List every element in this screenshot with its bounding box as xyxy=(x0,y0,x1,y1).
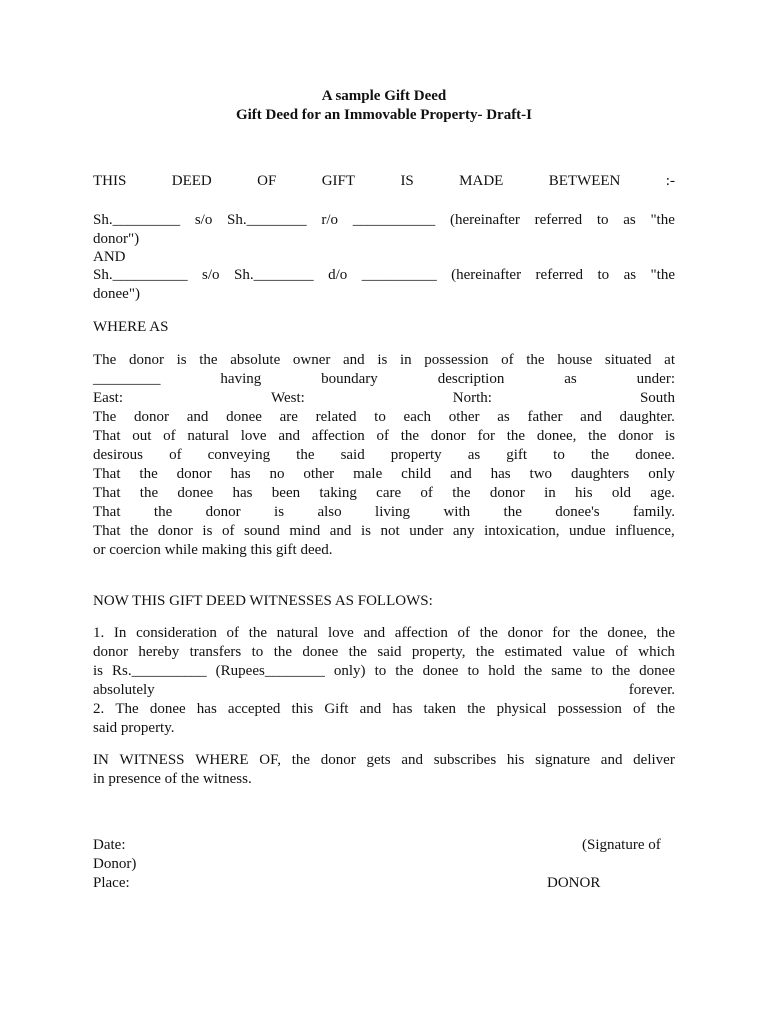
signature-donor-end: Donor) xyxy=(93,856,137,872)
place-label: Place: xyxy=(93,875,130,891)
word: MADE xyxy=(459,173,504,189)
word: The xyxy=(93,352,117,368)
word: the xyxy=(656,625,675,641)
word: That xyxy=(93,523,121,539)
word: the xyxy=(199,352,218,368)
word: at xyxy=(664,352,675,368)
word: hereby xyxy=(138,644,180,660)
word: his xyxy=(575,485,593,501)
word: living xyxy=(375,504,411,520)
word: love xyxy=(240,428,267,444)
word: is xyxy=(360,523,371,539)
paragraph-line xyxy=(93,643,675,662)
word: and xyxy=(278,428,300,444)
word: other xyxy=(303,466,335,482)
word: donor xyxy=(176,466,212,482)
word: been xyxy=(271,485,301,501)
word: __________ xyxy=(361,267,437,283)
witness-heading: NOW THIS GIFT DEED WITNESSES AS FOLLOWS: xyxy=(93,593,433,609)
paragraph-line xyxy=(93,503,675,522)
donee-line xyxy=(93,266,675,285)
word: the xyxy=(526,352,545,368)
paragraph-line xyxy=(93,484,675,503)
word: to xyxy=(251,644,264,660)
word: to xyxy=(591,663,603,679)
word: West: xyxy=(271,390,305,406)
word: In xyxy=(113,625,127,641)
word: intoxication, xyxy=(484,523,560,539)
word: and xyxy=(329,523,352,539)
word: property, xyxy=(411,644,466,660)
word: daughters xyxy=(570,466,630,482)
word: gift xyxy=(506,447,528,463)
word: and xyxy=(401,752,423,768)
word: :- xyxy=(665,173,675,189)
word: also xyxy=(317,504,342,520)
word: East: xyxy=(93,390,123,406)
word: has xyxy=(196,701,217,717)
word: donee xyxy=(302,644,339,660)
word: the xyxy=(523,663,543,679)
word: BETWEEN xyxy=(548,173,621,189)
paragraph-line xyxy=(93,427,675,446)
word: value xyxy=(572,644,605,660)
document-subtitle: Gift Deed for an Immovable Property- Draft-I xyxy=(235,107,533,123)
word: natural xyxy=(187,428,230,444)
word: the xyxy=(248,625,268,641)
word: family. xyxy=(633,504,675,520)
word: the xyxy=(291,752,311,768)
word: donee's xyxy=(555,504,600,520)
recitals-end: or coercion while making this gift deed. xyxy=(93,542,333,558)
word: are xyxy=(279,409,298,425)
word: has xyxy=(232,485,253,501)
paragraph-line xyxy=(93,351,675,370)
word: for xyxy=(552,625,570,641)
word: age. xyxy=(650,485,675,501)
word: consideration xyxy=(136,625,217,641)
word: THIS xyxy=(93,173,127,189)
word: and xyxy=(450,466,472,482)
word: gets xyxy=(366,752,391,768)
clause-2-end: said property. xyxy=(93,720,175,736)
word: is xyxy=(664,428,675,444)
intro-line xyxy=(93,172,675,191)
word: is xyxy=(93,663,104,679)
word: description xyxy=(437,371,505,387)
word: possession xyxy=(424,352,489,368)
date-label: Date: xyxy=(93,837,126,853)
paragraph-line xyxy=(93,624,675,643)
word: GIFT xyxy=(321,173,356,189)
word: OF xyxy=(257,173,277,189)
word: donee, xyxy=(536,428,577,444)
word: in xyxy=(544,485,556,501)
word: donee xyxy=(226,409,262,425)
word: donee xyxy=(639,663,675,679)
word: affection xyxy=(311,428,365,444)
word: said xyxy=(377,644,402,660)
word: his xyxy=(506,752,525,768)
word: donee xyxy=(149,701,186,717)
word: other xyxy=(448,409,480,425)
word: South xyxy=(639,390,675,406)
word: the xyxy=(139,485,159,501)
word: donor xyxy=(489,485,525,501)
word: and xyxy=(359,701,382,717)
word: male xyxy=(353,466,383,482)
word: _________ xyxy=(93,371,161,387)
word: father xyxy=(527,409,563,425)
word: the xyxy=(273,644,293,660)
word: in xyxy=(399,352,412,368)
word: d/o xyxy=(328,267,348,283)
word: having xyxy=(220,371,262,387)
word: donor xyxy=(430,428,466,444)
word: the xyxy=(590,447,610,463)
word: the xyxy=(506,428,526,444)
word: donee xyxy=(422,663,459,679)
word: donor xyxy=(320,752,356,768)
word: s/o xyxy=(194,212,213,228)
word: to xyxy=(374,663,387,679)
word: donor xyxy=(128,352,164,368)
word: natural xyxy=(276,625,319,641)
word: of xyxy=(226,625,240,641)
word: for xyxy=(477,428,496,444)
paragraph-line xyxy=(93,446,675,465)
word: forever. xyxy=(628,682,675,698)
paragraph-line xyxy=(93,370,675,389)
word: related xyxy=(315,409,357,425)
word: That xyxy=(93,466,121,482)
word: same xyxy=(551,663,583,679)
word: the xyxy=(479,625,498,641)
word: not xyxy=(380,523,400,539)
word: the xyxy=(656,701,675,717)
paragraph-line xyxy=(93,465,675,484)
word: donor xyxy=(134,409,170,425)
word: as xyxy=(497,409,510,425)
word: transfers xyxy=(189,644,242,660)
word: said xyxy=(340,447,365,463)
word: hold xyxy=(488,663,515,679)
word: Gift xyxy=(324,701,349,717)
word: daughter. xyxy=(619,409,675,425)
word: taken xyxy=(423,701,457,717)
donee-line-end: donee") xyxy=(93,286,140,302)
word: to xyxy=(597,267,610,283)
word: is xyxy=(176,352,187,368)
word: house xyxy=(557,352,593,368)
word: taking xyxy=(319,485,357,501)
word: to xyxy=(553,447,565,463)
paragraph-line xyxy=(93,408,675,427)
word: has xyxy=(490,466,511,482)
word: estimated xyxy=(504,644,563,660)
word: of xyxy=(163,428,176,444)
word: 2. xyxy=(93,701,105,717)
word: the xyxy=(395,663,414,679)
word: referred xyxy=(535,267,584,283)
word: and xyxy=(186,409,209,425)
word: of xyxy=(457,625,470,641)
word: accepted xyxy=(227,701,281,717)
word: owner xyxy=(292,352,331,368)
word: (hereinafter xyxy=(451,267,522,283)
word: (hereinafter xyxy=(449,212,520,228)
word: of xyxy=(169,447,182,463)
word: of xyxy=(376,428,389,444)
word: WITNESS xyxy=(119,752,185,768)
paragraph-line xyxy=(93,662,675,681)
word: of xyxy=(633,701,646,717)
and-word: AND xyxy=(93,249,126,265)
word: subscribes xyxy=(433,752,497,768)
word: and xyxy=(363,625,386,641)
word: mind xyxy=(289,523,321,539)
word: to xyxy=(596,212,609,228)
word: undue xyxy=(569,523,606,539)
word: Sh.__________ xyxy=(93,267,188,283)
word: deliver xyxy=(633,752,675,768)
word: is xyxy=(202,523,213,539)
word: the xyxy=(139,466,158,482)
paragraph-line xyxy=(93,700,675,719)
word: child xyxy=(401,466,432,482)
word: "the xyxy=(650,267,675,283)
word: with xyxy=(443,504,471,520)
word: to xyxy=(467,663,480,679)
word: is xyxy=(274,504,285,520)
word: as xyxy=(623,212,636,228)
word: this xyxy=(291,701,314,717)
word: IS xyxy=(400,173,414,189)
word: r/o xyxy=(321,212,339,228)
word: the xyxy=(475,644,495,660)
word: under xyxy=(409,523,444,539)
word: absolute xyxy=(230,352,281,368)
word: care xyxy=(376,485,402,501)
donor-line-end: donor") xyxy=(93,231,140,247)
word: WHERE xyxy=(195,752,249,768)
paragraph-line xyxy=(93,751,675,770)
word: Sh.________ xyxy=(234,267,314,283)
word: donor xyxy=(93,644,128,660)
word: "the xyxy=(650,212,675,228)
word: any xyxy=(452,523,475,539)
word: absolutely xyxy=(93,682,155,698)
paragraph-line xyxy=(93,522,675,541)
paragraph-line xyxy=(93,389,675,408)
word: and xyxy=(600,752,623,768)
word: donee, xyxy=(607,625,647,641)
word: the xyxy=(348,644,367,660)
word: IN xyxy=(93,752,109,768)
word: as xyxy=(623,267,637,283)
word: the xyxy=(130,523,149,539)
word: signature xyxy=(535,752,591,768)
word: and xyxy=(580,409,602,425)
word: of xyxy=(615,644,628,660)
word: which xyxy=(638,644,675,660)
word: donor xyxy=(205,504,241,520)
word: affection xyxy=(394,625,448,641)
word: the xyxy=(503,504,522,520)
word: conveying xyxy=(207,447,271,463)
word: the xyxy=(467,701,486,717)
word: ___________ xyxy=(352,212,436,228)
word: as xyxy=(467,447,481,463)
word: under: xyxy=(636,371,675,387)
donor-caps-label: DONOR xyxy=(547,875,601,891)
word: the xyxy=(296,447,315,463)
word: boundary xyxy=(321,371,378,387)
word: the xyxy=(588,428,607,444)
word: possession xyxy=(557,701,622,717)
word: donor xyxy=(157,523,193,539)
word: the xyxy=(400,428,420,444)
word: property xyxy=(390,447,442,463)
document-title: A sample Gift Deed xyxy=(321,88,447,104)
word: the xyxy=(153,504,173,520)
word: the xyxy=(452,485,471,501)
word: Rs.__________ xyxy=(112,663,207,679)
whereas-heading: WHERE AS xyxy=(93,319,169,335)
word: That xyxy=(93,485,121,501)
word: two xyxy=(529,466,553,482)
word: each xyxy=(403,409,432,425)
word: is xyxy=(377,352,388,368)
word: only) xyxy=(333,663,366,679)
word: of xyxy=(221,523,235,539)
word: desirous xyxy=(93,447,143,463)
donor-line xyxy=(93,211,675,230)
word: has xyxy=(392,701,413,717)
paragraph-line xyxy=(93,681,675,700)
word: referred xyxy=(534,212,583,228)
word: no xyxy=(269,466,285,482)
word: 1. xyxy=(93,625,105,641)
word: donee. xyxy=(635,447,675,463)
word: Sh._________ xyxy=(93,212,181,228)
word: of xyxy=(420,485,433,501)
word: only xyxy=(648,466,675,482)
word: That xyxy=(93,428,121,444)
word: influence, xyxy=(615,523,675,539)
signature-label: (Signature of xyxy=(582,837,661,853)
word: situated xyxy=(604,352,652,368)
word: s/o xyxy=(202,267,220,283)
word: as xyxy=(564,371,577,387)
in-witness-end: in presence of the witness. xyxy=(93,771,252,787)
word: physical xyxy=(496,701,547,717)
word: donor xyxy=(618,428,654,444)
word: and xyxy=(343,352,365,368)
word: donee xyxy=(177,485,214,501)
word: the xyxy=(611,663,631,679)
word: The xyxy=(115,701,139,717)
word: of xyxy=(501,352,514,368)
word: The xyxy=(93,409,117,425)
word: to xyxy=(374,409,386,425)
word: donor xyxy=(507,625,543,641)
word: old xyxy=(611,485,632,501)
word: That xyxy=(93,504,121,520)
word: (Rupees________ xyxy=(215,663,325,679)
word: North: xyxy=(452,390,492,406)
word: out xyxy=(132,428,152,444)
word: sound xyxy=(244,523,280,539)
word: has xyxy=(230,466,251,482)
word: Sh.________ xyxy=(227,212,307,228)
word: OF, xyxy=(259,752,281,768)
word: love xyxy=(327,625,354,641)
word: DEED xyxy=(171,173,212,189)
word: the xyxy=(579,625,598,641)
